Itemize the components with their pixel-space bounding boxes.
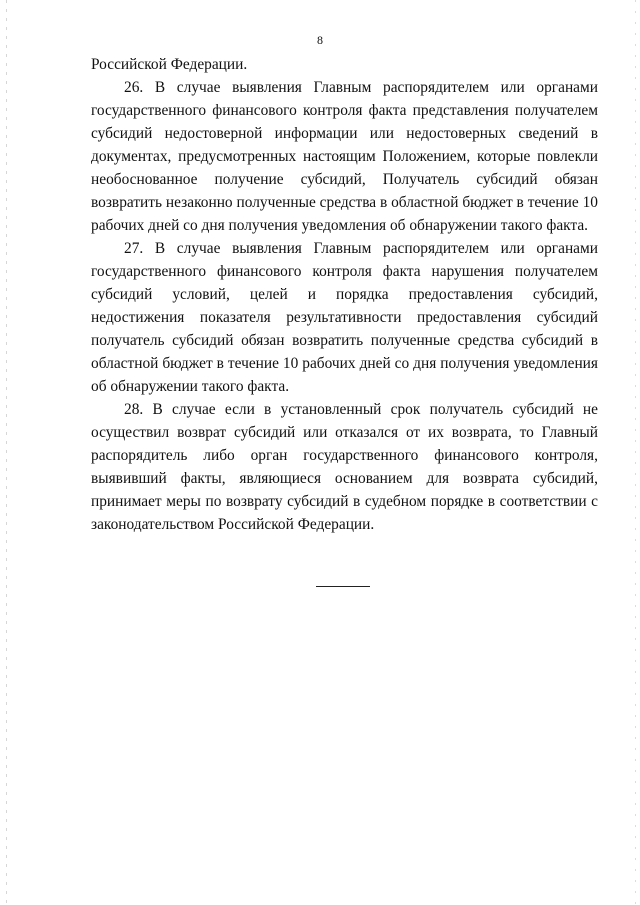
document-body xyxy=(91,53,598,536)
scan-edge-left xyxy=(6,0,7,905)
end-of-document-rule xyxy=(316,586,370,587)
paragraph-continuation: Российской Федерации. xyxy=(91,56,248,73)
scan-edge-right xyxy=(635,0,636,905)
page-number: 8 xyxy=(317,33,323,47)
paragraph-item-28: 28. В случае если в установленный срок получатель субсидий не осуществил возврат субсидий или отказался от их возврата, то Главный распорядитель либо орган государственного финансового контроля, выявивший факты, являющиеся основанием для возврата субсидий, принимает меры по возврату субсидий в судебном порядке в соответствии с законодательством Российской Федерации. xyxy=(91,401,598,533)
paragraph-item-27: 27. В случае выявления Главным распорядителем или органами государственного финансового контроля факта нарушения получателем субсидий условий, целей и порядка предоставления субсидий, недостижения показателя результативности предоставления субсидий получатель субсидий обязан возвратить полученные средства субсидий в областной бюджет в течение 10 рабочих дней со дня получения уведомления об обнаружении такого факта. xyxy=(91,240,598,395)
paragraph-item-26: 26. В случае выявления Главным распорядителем или органами государственного финансового контроля факта представления получателем субсидий недостоверной информации или недостоверных сведений в документах, предусмотренных настоящим Положением, которые повлекли необоснованное получение субсидий, Получатель субсидий обязан возвратить незаконно полученные средства в областной бюджет в течение 10 рабочих дней со дня получения уведомления об обнаружении такого факта. xyxy=(91,79,598,234)
